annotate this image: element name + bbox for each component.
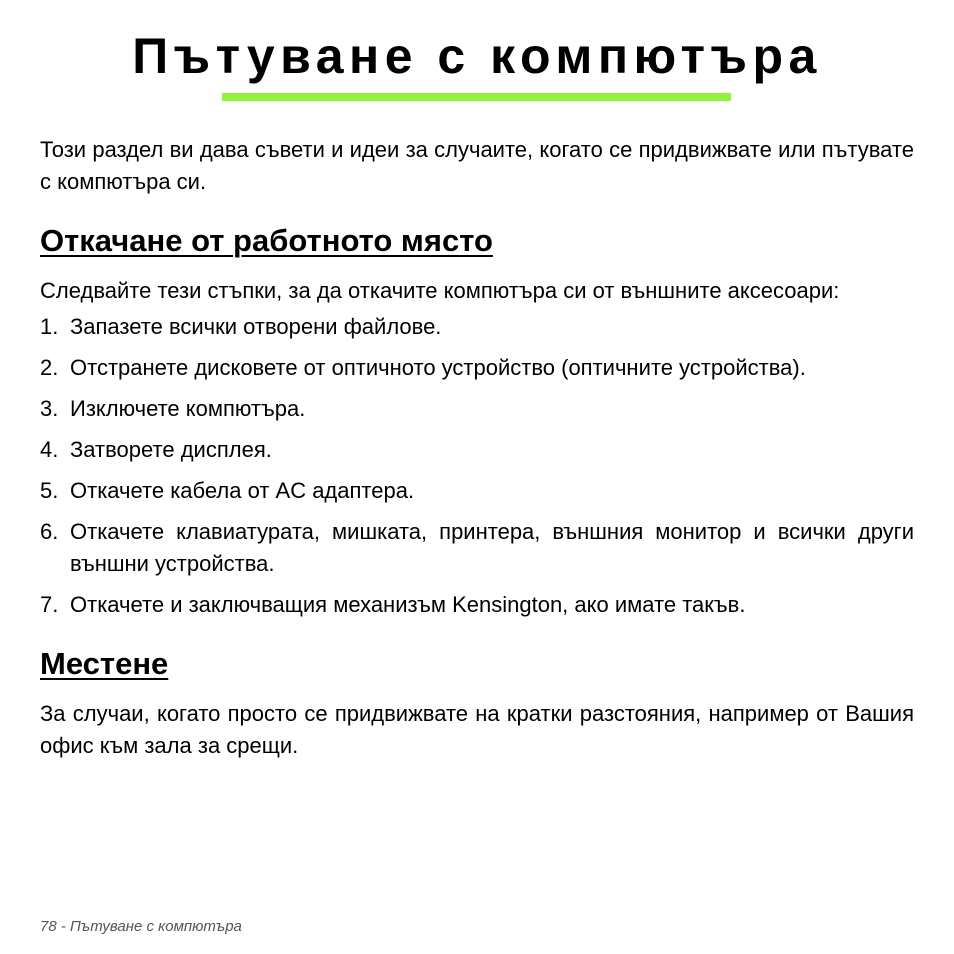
step-number: 3. — [40, 396, 59, 421]
step-text: Откачете кабела от AC адаптера. — [70, 478, 415, 503]
step-text: Изключете компютъра. — [70, 396, 306, 421]
list-item — [40, 516, 914, 580]
page-title: Пътуване с компютъра — [132, 28, 822, 84]
list-item — [40, 434, 914, 466]
step-text: Запазете всички отворени файлове. — [70, 314, 442, 339]
step-text: Затворете дисплея. — [70, 437, 272, 462]
list-item — [40, 311, 914, 343]
list-item — [40, 352, 914, 384]
document-body — [40, 134, 914, 762]
undocking-paragraph: Следвайте тези стъпки, за да откачите компютъра си от външните аксесоари: — [40, 278, 840, 303]
title-underline — [222, 93, 731, 101]
undocking-steps-list — [40, 311, 914, 621]
section-heading-undocking: Откачане от работното място — [40, 223, 493, 258]
step-number: 6. — [40, 519, 59, 544]
step-number: 4. — [40, 437, 59, 462]
list-item — [40, 589, 914, 621]
step-text: Откачете и заключващия механизъм Kensington, ако имате такъв. — [70, 592, 746, 617]
moving-paragraph: За случаи, когато просто се придвижвате на кратки разстояния, например от Вашия офис към зала за срещи. — [40, 701, 914, 758]
step-number: 7. — [40, 592, 59, 617]
step-number: 5. — [40, 478, 59, 503]
list-item — [40, 475, 914, 507]
step-text: Откачете клавиатурата, мишката, принтера, външния монитор и всички други външни устройства. — [70, 519, 914, 576]
step-number: 1. — [40, 314, 59, 339]
page-footer: 78 - Пътуване с компютъра — [40, 918, 242, 935]
section-heading-moving: Местене — [40, 646, 169, 681]
list-item — [40, 393, 914, 425]
intro-paragraph: Този раздел ви дава съвети и идеи за случаите, когато се придвижвате или пътувате с компютъра си. — [40, 137, 914, 194]
step-number: 2. — [40, 355, 59, 380]
step-text: Отстранете дисковете от оптичното устройство (оптичните устройства). — [70, 355, 806, 380]
